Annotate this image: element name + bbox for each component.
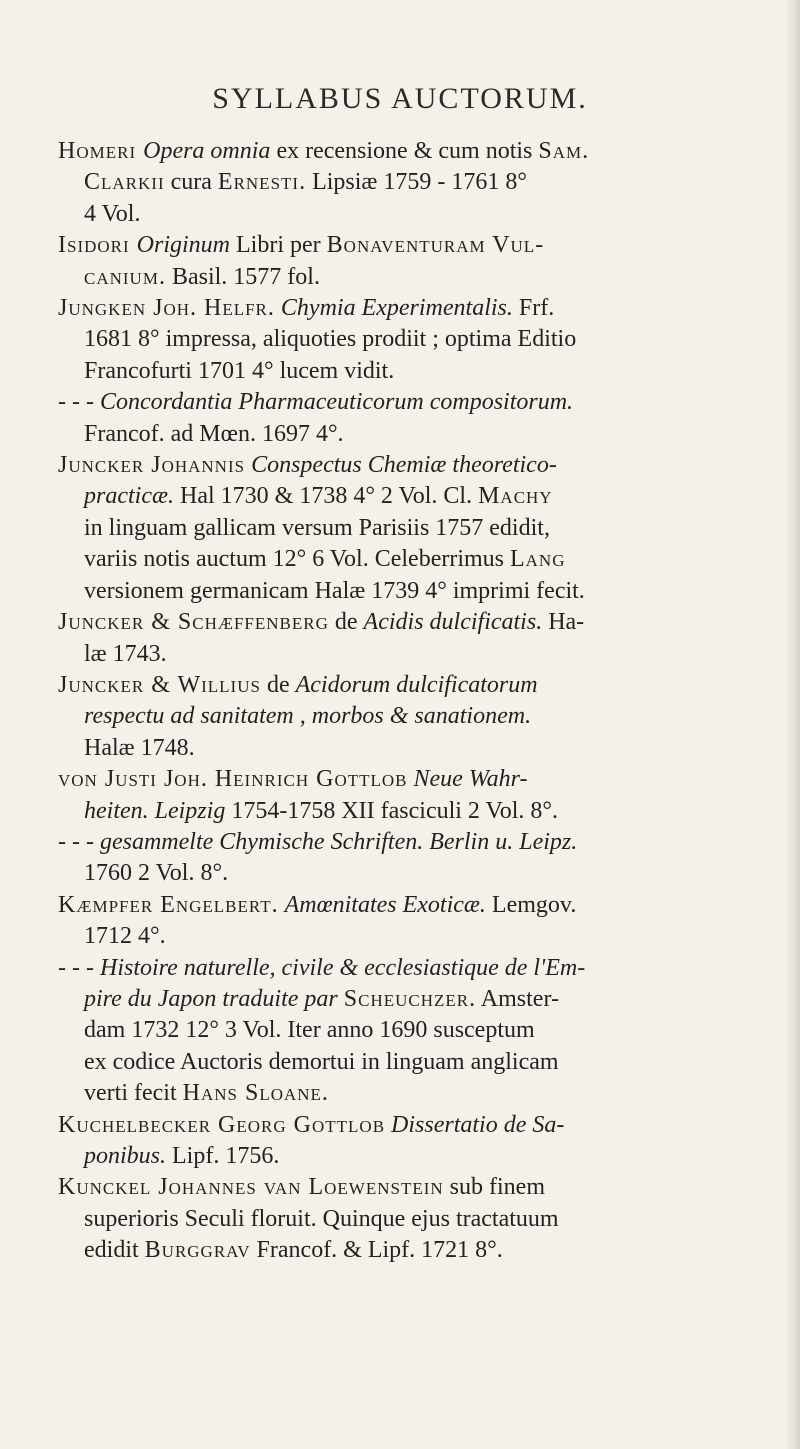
entry-first-line bbox=[58, 670, 788, 701]
work-title: Opera omnia bbox=[143, 138, 271, 164]
author-name: Scheuchzer. bbox=[343, 985, 477, 1012]
entry-text: Halæ 1748. bbox=[84, 734, 195, 761]
entry-continuation-line bbox=[58, 167, 788, 198]
work-title: Neue Wahr- bbox=[413, 766, 528, 793]
bibliography-entry bbox=[58, 293, 788, 387]
entry-text: Libri per bbox=[230, 232, 327, 259]
entry-text: sub finem bbox=[443, 1174, 545, 1201]
work-title: gesammelte Chymische Schriften. Berlin u. Leipz. bbox=[99, 828, 578, 855]
entry-text: Basil. 1577 fol. bbox=[165, 263, 320, 290]
entry-first-line bbox=[58, 827, 788, 858]
entry-text: Ha- bbox=[542, 609, 585, 636]
entry-first-line bbox=[58, 136, 788, 167]
entry-first-line bbox=[58, 1172, 788, 1203]
author-name: canium. bbox=[84, 263, 166, 290]
bibliography-entry bbox=[58, 230, 788, 293]
entry-text: ex codice Auctoris demortui in linguam anglicam bbox=[84, 1048, 559, 1075]
entry-text: 4 Vol. bbox=[84, 200, 141, 227]
bibliography-entry bbox=[58, 450, 788, 607]
author-name: von Justi Joh. Heinrich Gottlob bbox=[58, 766, 408, 793]
work-title: heiten. Leipzig bbox=[84, 797, 226, 824]
entry-text: læ 1743. bbox=[84, 640, 167, 667]
entry-first-line bbox=[58, 890, 788, 921]
work-title: Acidorum dulcificatorum bbox=[295, 671, 538, 698]
page-header: SYLLABUS AUCTORUM. bbox=[212, 82, 588, 115]
work-title: Conspectus Chemiæ theoretico- bbox=[251, 452, 557, 479]
work-title: practicæ. bbox=[84, 483, 174, 510]
entry-continuation-line bbox=[58, 199, 788, 230]
entry-continuation-line bbox=[58, 984, 788, 1015]
bibliography-entry bbox=[58, 827, 788, 890]
author-name: Jungken Joh. Helfr. bbox=[58, 295, 275, 322]
bibliography-entry bbox=[58, 890, 788, 953]
entry-continuation-line bbox=[58, 356, 788, 387]
entry-text: verti fecit bbox=[84, 1080, 183, 1107]
author-name: Isidori bbox=[58, 232, 137, 259]
work-title: Acidis dulcificatis. bbox=[363, 609, 543, 636]
entry-continuation-line bbox=[58, 513, 788, 544]
entry-continuation-line bbox=[58, 733, 788, 764]
entry-text: 1754-1758 XII fasciculi 2 Vol. 8°. bbox=[225, 797, 558, 824]
entry-text: Lipf. 1756. bbox=[166, 1143, 280, 1169]
entry-continuation-line bbox=[58, 419, 788, 450]
author-name: Juncker Johannis bbox=[58, 452, 246, 479]
author-name: Hans Sloane. bbox=[182, 1080, 329, 1107]
entry-continuation-line bbox=[58, 481, 788, 512]
author-name: Kuchelbecker Georg Gottlob bbox=[58, 1111, 386, 1138]
entry-continuation-line bbox=[58, 1141, 788, 1172]
entry-continuation-line bbox=[58, 1204, 788, 1235]
entry-text: 1760 2 Vol. 8°. bbox=[84, 860, 229, 887]
work-title: Originum bbox=[136, 232, 231, 259]
entry-text: superioris Seculi floruit. Quinque ejus tractatuum bbox=[84, 1205, 559, 1232]
entry-text: Francof. ad Mœn. 1697 4°. bbox=[84, 420, 344, 447]
entry-text: Lemgov. bbox=[485, 891, 577, 918]
bibliography-entry bbox=[58, 607, 788, 670]
entry-text: dam 1732 12° 3 Vol. Iter anno 1690 susceptum bbox=[84, 1017, 535, 1044]
entry-first-line bbox=[58, 764, 788, 795]
entry-first-line bbox=[58, 953, 788, 984]
entry-first-line bbox=[58, 230, 788, 261]
entry-continuation-line bbox=[58, 262, 788, 293]
bibliography-entry bbox=[58, 1110, 788, 1173]
entry-first-line bbox=[58, 1110, 788, 1141]
work-title: Amœnitates Exoticæ. bbox=[284, 891, 486, 918]
entry-text: de bbox=[260, 671, 296, 698]
entry-text: Francof. & Lipf. 1721 8°. bbox=[250, 1237, 503, 1264]
author-name: Burggrav bbox=[144, 1237, 251, 1264]
entry-continuation-line bbox=[58, 921, 788, 952]
entry-continuation-line bbox=[58, 1015, 788, 1046]
author-name: Ernesti. bbox=[217, 169, 307, 196]
author-name: Clarkii bbox=[84, 169, 165, 196]
work-title: Chymia Experimentalis. bbox=[280, 295, 513, 322]
entry-text: Frf. bbox=[512, 295, 555, 322]
entry-text: 1681 8° impressa, aliquoties prodiit ; optima Editio bbox=[84, 326, 577, 353]
work-title: Concordantia Pharmaceuticorum compositorum. bbox=[99, 389, 574, 416]
entry-text: - - - bbox=[58, 389, 100, 416]
bibliography-entry bbox=[58, 670, 788, 764]
entry-first-line bbox=[58, 450, 788, 481]
work-title: Dissertatio de Sa- bbox=[391, 1111, 565, 1138]
author-name: Sam. bbox=[538, 138, 590, 164]
entry-text: Amster- bbox=[476, 985, 559, 1012]
bibliography-entry bbox=[58, 953, 788, 1110]
entry-continuation-line bbox=[58, 576, 788, 607]
entry-continuation-line bbox=[58, 1047, 788, 1078]
entry-first-line bbox=[58, 607, 788, 638]
author-name: Juncker & Schæffenberg bbox=[58, 609, 329, 636]
entry-text: edidit bbox=[84, 1237, 145, 1264]
entry-first-line bbox=[58, 293, 788, 324]
entry-continuation-line bbox=[58, 796, 788, 827]
author-name: Juncker & Willius bbox=[58, 671, 261, 698]
work-title: ponibus. bbox=[84, 1143, 167, 1169]
entry-continuation-line bbox=[58, 701, 788, 732]
entry-text: versionem germanicam Halæ 1739 4° imprimi fecit. bbox=[84, 577, 585, 604]
entry-continuation-line bbox=[58, 858, 788, 889]
entry-continuation-line bbox=[58, 1078, 788, 1109]
entry-text: in linguam gallicam versum Parisiis 1757 edidit, bbox=[84, 514, 550, 541]
bibliography-entry bbox=[58, 387, 788, 450]
author-name: Lang bbox=[510, 546, 566, 573]
entry-text: Francofurti 1701 4° lucem vidit. bbox=[84, 357, 395, 384]
page-edge-shadow bbox=[786, 0, 800, 1449]
author-name: Bonaventuram Vul- bbox=[326, 232, 545, 259]
work-title: respectu ad sanitatem , morbos & sanationem. bbox=[84, 703, 532, 730]
author-name: Kunckel Johannes van Loewenstein bbox=[58, 1174, 444, 1201]
bibliography-list bbox=[58, 136, 788, 1267]
author-name: Homeri bbox=[58, 138, 144, 164]
author-name: Machy bbox=[478, 483, 553, 510]
entry-text: variis notis auctum 12° 6 Vol. Celeberrimus bbox=[84, 546, 510, 573]
entry-text: cura bbox=[164, 169, 218, 196]
entry-text: Hal 1730 & 1738 4° 2 Vol. Cl. bbox=[174, 483, 479, 510]
entry-text: 1712 4°. bbox=[84, 923, 166, 950]
entry-continuation-line bbox=[58, 1235, 788, 1266]
entry-text: - - - bbox=[58, 828, 100, 855]
entry-text: Lipsiæ 1759 - 1761 8° bbox=[306, 169, 528, 196]
bibliography-entry bbox=[58, 136, 788, 230]
entry-first-line bbox=[58, 387, 788, 418]
author-name: Kæmpfer Engelbert. bbox=[58, 891, 279, 918]
entry-continuation-line bbox=[58, 544, 788, 575]
entry-continuation-line bbox=[58, 324, 788, 355]
work-title: pire du Japon traduite par bbox=[84, 985, 338, 1012]
entry-text: ex recensione & cum notis bbox=[270, 138, 539, 164]
bibliography-entry bbox=[58, 764, 788, 827]
entry-continuation-line bbox=[58, 639, 788, 670]
bibliography-entry bbox=[58, 1172, 788, 1266]
entry-text: de bbox=[328, 609, 364, 636]
entry-text: - - - bbox=[58, 954, 100, 981]
work-title: Histoire naturelle, civile & ecclesiastique de l'Em- bbox=[99, 954, 586, 981]
